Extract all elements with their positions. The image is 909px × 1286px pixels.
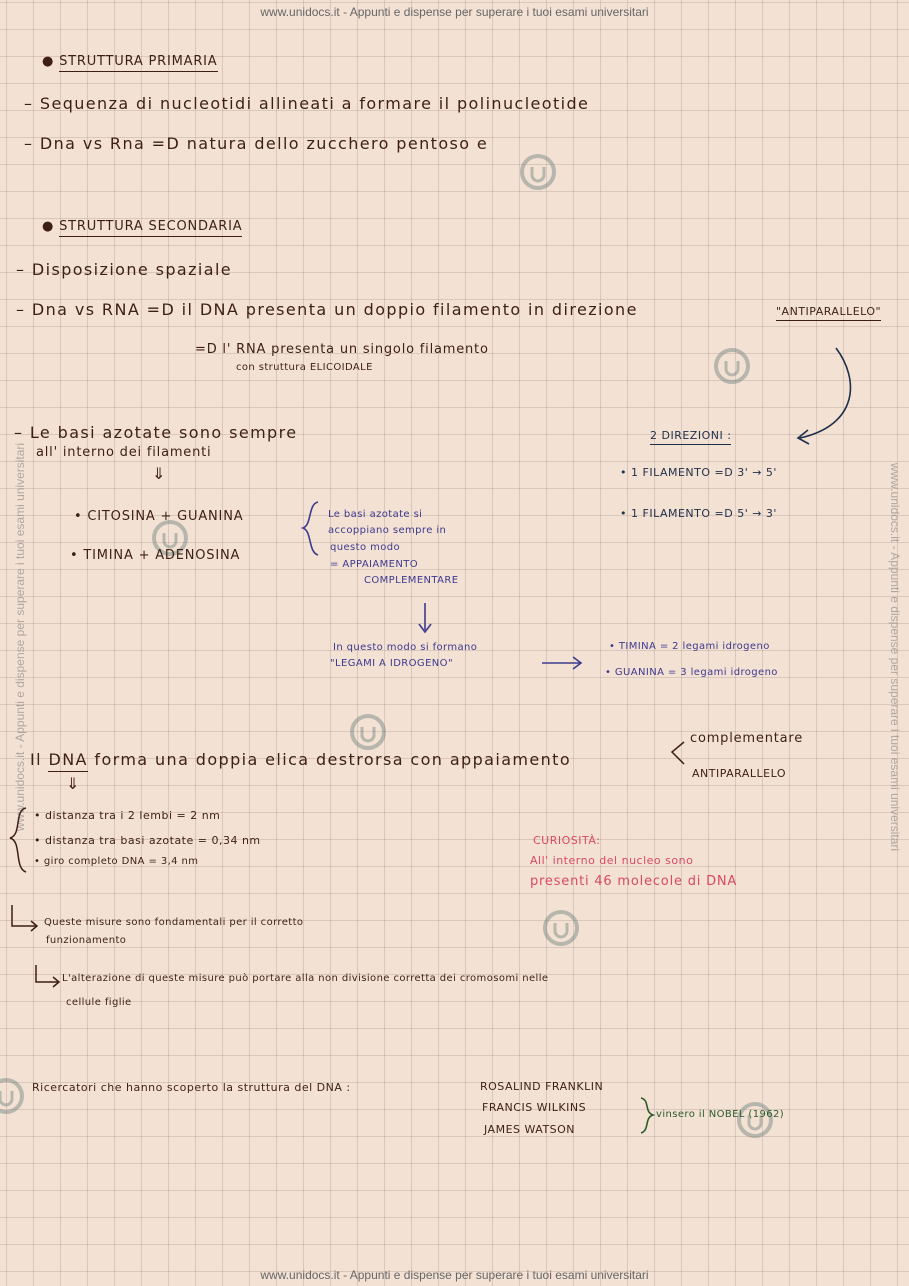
primary-line-1: – Sequenza di nucleotidi allineati a formare il polinucleotide	[24, 94, 590, 113]
rna-line-2: con struttura ELICOIDALE	[236, 362, 373, 373]
side-watermark-right: www.unidocs.it - Appunti e dispense per superare i tuoi esami universitari	[888, 462, 902, 852]
bases-line-2: all' interno dei filamenti	[36, 445, 212, 460]
bases-line-1: – Le basi azotate sono sempre	[14, 423, 298, 442]
side-watermark-left: www.unidocs.it - Appunti e dispense per superare i tuoi esami universitari	[13, 442, 27, 832]
measure-1-text: distanza tra i 2 lembi = 2 nm	[45, 809, 221, 822]
rna-line-1: =D l' RNA presenta un singolo filamento	[195, 342, 489, 357]
bases-arrow: ⇓	[152, 464, 167, 483]
direction-2: • 1 FILAMENTO =D 5' → 3'	[620, 507, 777, 520]
nobel-note: vinsero il NOBEL (1962)	[656, 1109, 785, 1120]
measure-3: • giro completo DNA = 3,4 nm	[34, 856, 199, 867]
helix-dna: DNA	[48, 750, 87, 772]
helix-main-text: forma una doppia elica destrorsa con appaiamento	[94, 750, 572, 769]
direction-2-text: 1 FILAMENTO =D 5' → 3'	[631, 507, 777, 520]
helix-option-1: complementare	[690, 731, 804, 746]
helix-option-2: ANTIPARALLELO	[692, 767, 786, 780]
measures-line-1a: Queste misure sono fondamentali per il corretto	[44, 917, 304, 928]
hydrogen-line-1: In questo modo si formano	[333, 642, 478, 653]
directions-title-text: 2 DIREZIONI :	[650, 429, 731, 445]
measure-3-text: giro completo DNA = 3,4 nm	[43, 856, 199, 867]
note-4: = APPAIAMENTO	[330, 559, 419, 570]
secondary-line-1-text: Disposizione spaziale	[31, 260, 233, 279]
pair-2: • TIMINA + ADENOSINA	[70, 548, 241, 563]
primary-line-2-text: Dna vs Rna =D natura dello zucchero pentoso e	[39, 134, 489, 153]
helix-line	[30, 752, 571, 768]
timina-bonds: • TIMINA = 2 legami idrogeno	[609, 641, 770, 652]
direction-1-text: 1 FILAMENTO =D 3' → 5'	[631, 466, 777, 479]
secondary-title-text: STRUTTURA SECONDARIA	[59, 219, 242, 237]
primary-title: ● STRUTTURA PRIMARIA	[42, 55, 218, 68]
researcher-2: FRANCIS WILKINS	[482, 1101, 587, 1114]
pair-1-text: CITOSINA + GUANINA	[87, 509, 244, 524]
secondary-line-2-text: Dna vs RNA =D il DNA presenta un doppio filamento in direzione	[31, 300, 638, 319]
secondary-title: ● STRUTTURA SECONDARIA	[42, 220, 242, 233]
curiosity-line-2: presenti 46 molecole di DNA	[530, 874, 738, 889]
primary-title-text: STRUTTURA PRIMARIA	[59, 54, 217, 72]
secondary-line-2: – Dna vs RNA =D il DNA presenta un doppio filamento in direzione	[16, 300, 638, 319]
secondary-line-1: – Disposizione spaziale	[16, 260, 233, 279]
antiparallel-tag	[776, 306, 881, 317]
directions-title	[650, 430, 731, 441]
researchers-intro: Ricercatori che hanno scoperto la struttura del DNA :	[32, 1081, 351, 1094]
footer-watermark: www.unidocs.it - Appunti e dispense per superare i tuoi esami universitari	[260, 1268, 649, 1282]
researcher-1: ROSALIND FRANKLIN	[480, 1080, 604, 1093]
measures-line-2a: L'alterazione di queste misure può portare alla non divisione corretta dei cromosomi nelle	[62, 973, 549, 984]
measure-2-text: distanza tra basi azotate = 0,34 nm	[45, 834, 261, 847]
helix-prefix: Il	[30, 750, 42, 769]
timina-bonds-text: TIMINA = 2 legami idrogeno	[618, 641, 770, 652]
note-5: COMPLEMENTARE	[364, 575, 459, 586]
curiosity-line-1: All' interno del nucleo sono	[530, 854, 694, 867]
hydrogen-line-2: "LEGAMI A IDROGENO"	[330, 658, 453, 669]
direction-1: • 1 FILAMENTO =D 3' → 5'	[620, 466, 777, 479]
pair-1: • CITOSINA + GUANINA	[74, 509, 244, 524]
primary-line-1-text: Sequenza di nucleotidi allineati a formare il polinucleotide	[39, 94, 590, 113]
measures-line-2b: cellule figlie	[66, 997, 132, 1008]
measures-line-1b: funzionamento	[46, 935, 127, 946]
antiparallel-tag-text: "ANTIPARALLELO"	[776, 305, 881, 321]
note-1: Le basi azotate si	[328, 509, 423, 520]
bases-line-1-text: Le basi azotate sono sempre	[29, 423, 298, 442]
header-watermark: www.unidocs.it - Appunti e dispense per superare i tuoi esami universitari	[260, 5, 649, 19]
curiosity-title: CURIOSITÀ:	[533, 834, 601, 847]
researcher-3: JAMES WATSON	[484, 1123, 576, 1136]
measure-1: • distanza tra i 2 lembi = 2 nm	[34, 809, 221, 822]
primary-line-2: – Dna vs Rna =D natura dello zucchero pentoso e	[24, 134, 489, 153]
helix-arrow: ⇓	[66, 774, 81, 793]
guanina-bonds: • GUANINA = 3 legami idrogeno	[605, 667, 778, 678]
measure-2: • distanza tra basi azotate = 0,34 nm	[34, 834, 261, 847]
note-2: accoppiano sempre in	[328, 525, 447, 536]
note-3: questo modo	[330, 542, 400, 553]
pair-2-text: TIMINA + ADENOSINA	[83, 548, 241, 563]
guanina-bonds-text: GUANINA = 3 legami idrogeno	[614, 667, 778, 678]
